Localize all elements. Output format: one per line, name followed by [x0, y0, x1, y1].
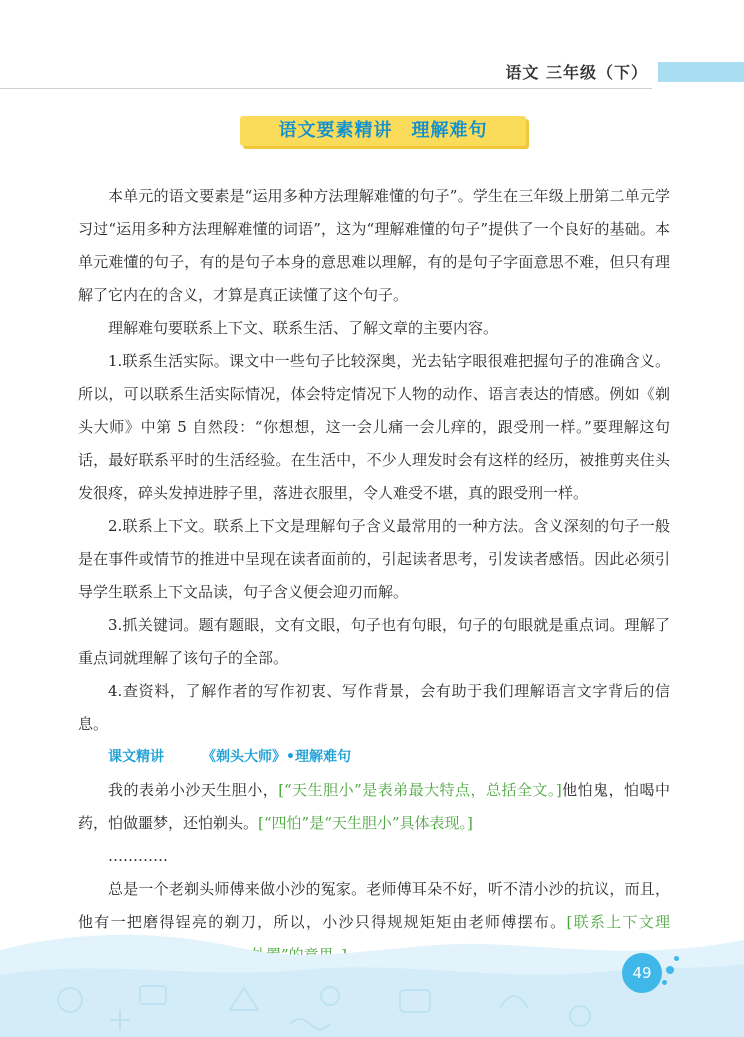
annotation-note: [“四怕”是“天生胆小”具体表现。]: [258, 814, 473, 832]
lesson-heading: [78, 741, 670, 774]
excerpt-text: 我的表弟小沙天生胆小，: [108, 781, 279, 799]
method-4-paragraph: 4.查资料，了解作者的写作初衷、写作背景，会有助于我们理解语言文字背后的信息。: [78, 682, 670, 733]
decorative-bubble: [662, 980, 667, 985]
excerpt-paragraph-1: [78, 774, 670, 840]
section-title-box: [240, 116, 526, 146]
excerpt-text: 总是一个老剃头师傅来做小沙的冤家。老师傅耳朵不好，听不清小沙的抗议，而且，他有一把磨得锃亮的剃刀，所以，小沙只得规规矩矩由老师傅摆布。: [78, 880, 670, 931]
page-number: 49: [622, 953, 662, 993]
header-title: 语文 三年级（下）: [505, 63, 648, 82]
annotation-note: [“天生胆小”是表弟最大特点，总括全文。]: [278, 781, 562, 799]
decorative-bubble: [666, 966, 674, 974]
header-divider: [0, 88, 652, 89]
method-summary-paragraph: 理解难句要联系上下文、联系生活、了解文章的主要内容。: [108, 319, 499, 337]
excerpt-text: 他怕鬼，怕喝中药，怕做噩梦，还怕剃头。: [78, 781, 670, 832]
method-1-paragraph: 1.联系生活实际。课文中一些句子比较深奥，光去钻字眼很难把握句子的准确含义。所以，可以联系生活实际情况，体会特定情况下人物的动作、语言表达的情感。例如《剃头大师》中第 5 自然段：“你想想，这一会儿痛一会儿痒的，跟受刑一样。”要理解这句话，最好联系平时的生活经验。在生活中，不少人理发时会有这样的经历，被推剪夹住头发很疼，碎头发掉进脖子里，落进衣服里，令人难受不堪，真的跟受刑一样。: [78, 352, 670, 502]
method-3-paragraph: 3.抓关键词。题有题眼，文有文眼，句子也有句眼，句子的句眼就是重点词。理解了重点词就理解了该句子的全部。: [78, 616, 670, 667]
section-title: 语文要素精讲 理解难句: [278, 120, 488, 141]
ellipsis-line: …………: [108, 847, 168, 865]
header-color-bar: [658, 62, 744, 82]
page-header: [0, 62, 744, 84]
intro-paragraph: 本单元的语文要素是“运用多种方法理解难懂的句子”。学生在三年级上册第二单元学习过“运用多种方法理解难懂的词语”，这为“理解难懂的句子”提供了一个良好的基础。本单元难懂的句子，有的是句子本身的意思难以理解，有的是句子字面意思不难，但只有理解了它内在的含义，才算是真正读懂了这个句子。: [78, 187, 670, 304]
lesson-label: 课文精讲: [108, 749, 164, 765]
decorative-bubble: [674, 956, 679, 961]
main-content: [78, 180, 670, 972]
method-2-paragraph: 2.联系上下文。联系上下文是理解句子含义最常用的一种方法。含义深刻的句子一般是在事件或情节的推进中呈现在读者面前的，引起读者思考，引发读者感悟。因此必须引导学生联系上下文品读，句子含义便会迎刃而解。: [78, 517, 670, 601]
lesson-title: 《剃头大师》•理解难句: [202, 749, 351, 765]
annotation-note: [联系上下文理: [566, 913, 670, 931]
